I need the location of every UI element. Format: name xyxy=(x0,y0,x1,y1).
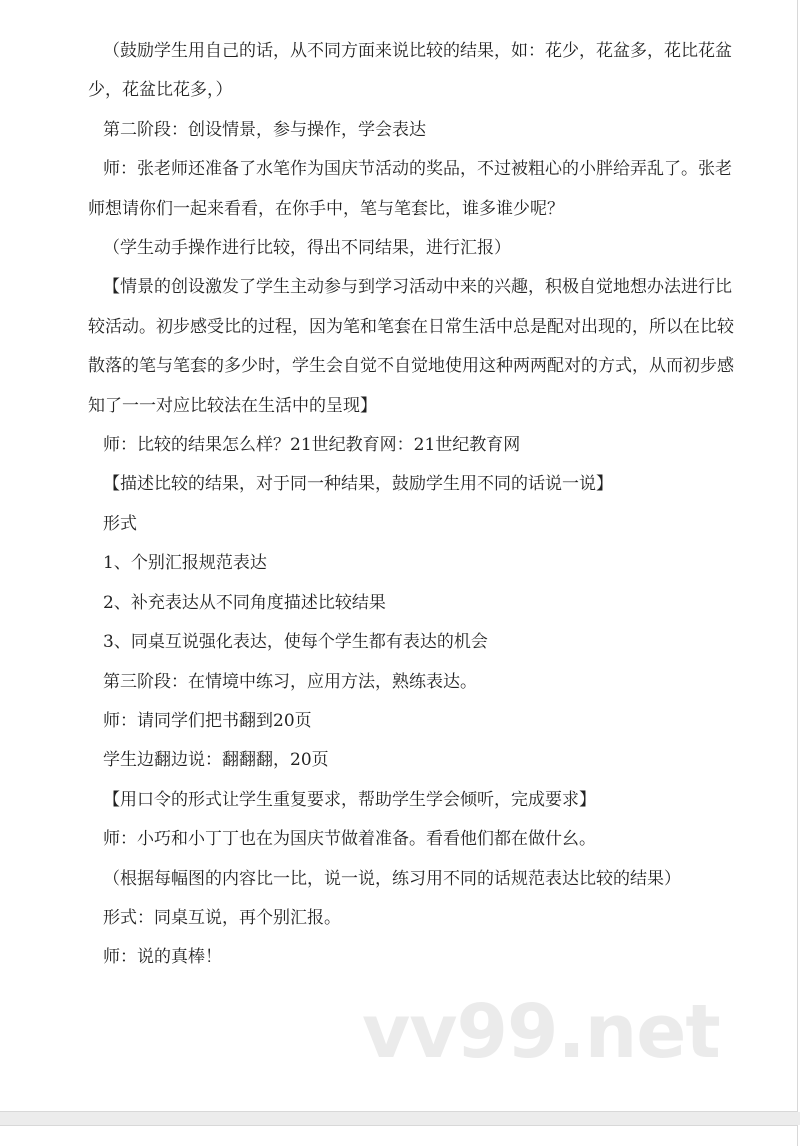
page-separator xyxy=(0,1112,800,1125)
paragraph: （根据每幅图的内容比一比，说一说，练习用不同的话规范表达比较的结果） xyxy=(103,868,681,889)
paragraph: 形式：同桌互说，再个别汇报。 xyxy=(103,907,341,928)
paragraph: 【情景的创设激发了学生主动参与到学习活动中来的兴趣，积极自觉地想办法进行比较活动。初步感受比的过程，因为笔和笔套在日常生活中总是配对出现的，所以在比较散落的笔与笔套的多少时，学生会自觉不自觉地使用这种两两配对的方式，从而初步感知了一一对应比较法在生活中的呈现】 xyxy=(88,277,734,416)
next-document-page xyxy=(0,1125,798,1146)
paragraph: 师：请同学们把书翻到20页 xyxy=(103,710,312,731)
paragraph: 第二阶段：创设情景，参与操作，学会表达 xyxy=(103,119,426,140)
paragraph: 第三阶段：在情境中练习，应用方法，熟练表达。 xyxy=(103,671,477,692)
paragraph: 师：小巧和小丁丁也在为国庆节做着准备。看看他们都在做什幺。 xyxy=(103,829,596,850)
paragraph: 【描述比较的结果，对于同一种结果，鼓励学生用不同的话说一说】 xyxy=(103,474,613,495)
watermark: vv99.net xyxy=(362,989,720,1075)
paragraph: 【用口令的形式让学生重复要求，帮助学生学会倾听，完成要求】 xyxy=(103,789,596,810)
paragraph: （鼓励学生用自己的话，从不同方面来说比较的结果，如：花少，花盆多，花比花盆少，花盆比花多，） xyxy=(88,41,732,101)
document-body xyxy=(88,32,742,978)
paragraph: 3、同桌互说强化表达，使每个学生都有表达的机会 xyxy=(103,632,488,653)
paragraph: 师：说的真棒！ xyxy=(103,947,222,968)
paragraph: 学生边翻边说：翻翻翻，20页 xyxy=(103,750,329,771)
paragraph: 1、个别汇报规范表达 xyxy=(103,553,267,574)
paragraph: 2、补充表达从不同角度描述比较结果 xyxy=(103,592,386,613)
paragraph: 师：张老师还准备了水笔作为国庆节活动的奖品，不过被粗心的小胖给弄乱了。张老师想请你们一起来看看，在你手中，笔与笔套比，谁多谁少呢？ xyxy=(88,159,732,219)
paragraph: 形式 xyxy=(103,513,137,534)
paragraph: 师：比较的结果怎么样？21世纪教育网：21世纪教育网 xyxy=(103,435,521,456)
paragraph: （学生动手操作进行比较，得出不同结果，进行汇报） xyxy=(103,238,511,259)
